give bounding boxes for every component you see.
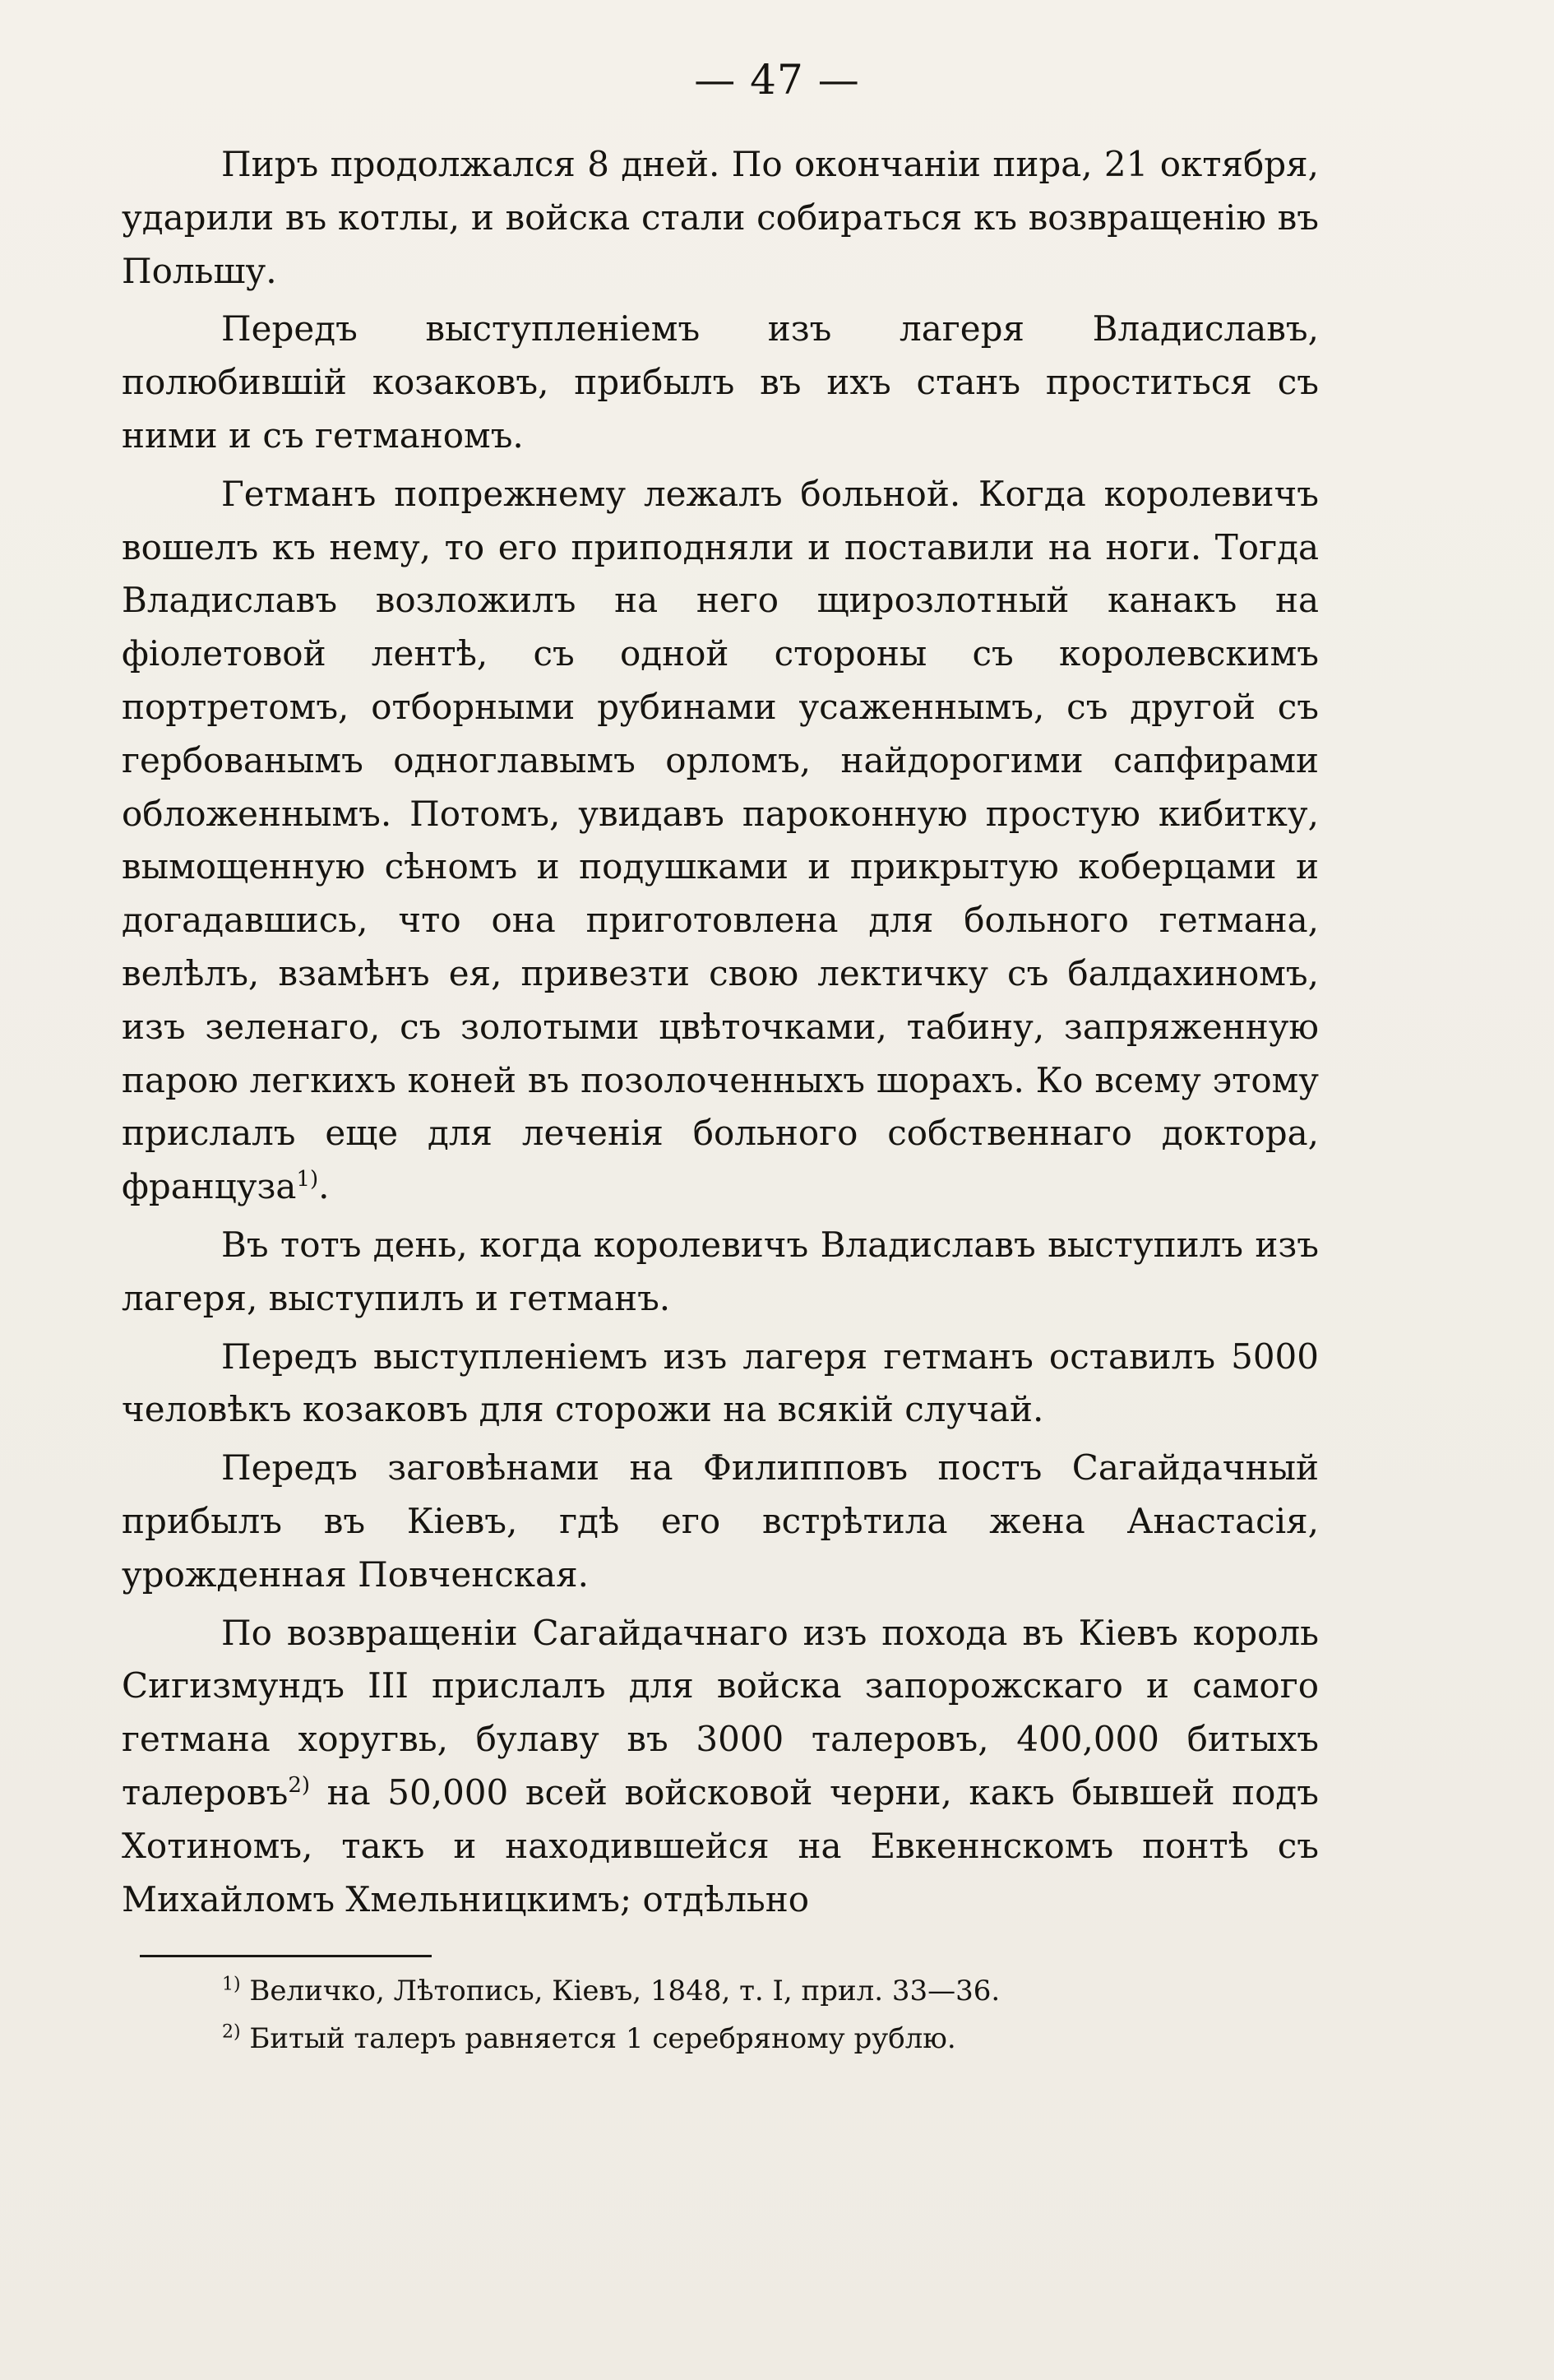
paragraph-text: Передъ заговѣнами на Филипповъ постъ Сагайдачный прибылъ въ Кiевъ, гдѣ его встрѣтила жена Анастасiя, урожденная Повченская. <box>122 1447 1319 1595</box>
paragraph-text: Пиръ продолжался 8 дней. По окончанiи пира, 21 октября, ударили въ котлы, и войска стали собираться къ возвращенiю въ Польшу. <box>122 144 1319 291</box>
paragraph-text: Въ тотъ день, когда королевичъ Владиславъ выступилъ изъ лагеря, выступилъ и гетманъ. <box>122 1224 1319 1318</box>
footnote-1 <box>222 1967 1291 2015</box>
paragraph-text: Передъ выступленiемъ изъ лагеря Владиславъ, полюбившiй козаковъ, прибылъ въ ихъ станъ проститься съ ними и съ гетманомъ. <box>122 308 1319 456</box>
page-number: — 47 — <box>694 56 860 104</box>
paragraph-3: Гетманъ попрежнему лежалъ больной. Когда королевичъ вошелъ къ нему, то его приподняли и поставили на ноги. Тогда Владиславъ возложилъ на него щирозлотный канакъ на фiолетовой лентѣ, съ одной стороны съ королевскимъ портретомъ, отборными рубинами усаженнымъ, съ другой съ гербованымъ одноглавымъ орломъ, найдорогими сапфирами обложеннымъ. Потомъ, увидавъ пароконную простую кибитку, вымощенную сѣномъ и подушками и прикрытую коберцами и догадавшись, что она приготовлена для больного гетмана, велѣлъ, взамѣнъ ея, привезти свою лектичку съ балдахиномъ, изъ зеленаго, съ золотыми цвѣточками, табину, запряженную парою легкихъ коней въ позолоченныхъ шорахъ. Ко всему этому прислалъ еще для леченiя больного собственнаго доктора, француза$^{1)}$. <box>122 473 1319 1207</box>
paragraph-4 <box>122 1219 1319 1326</box>
paragraph-text: По возвращенiи Сагайдачнаго изъ похода въ Кiевъ король Сигизмундъ III прислалъ для войска запорожскаго и самого гетмана хоругвь, булаву въ 3000 талеровъ, 400,000 битыхъ талеровъ <box>122 1612 1319 1813</box>
paragraph-text: Передъ выступленiемъ изъ лагеря гетманъ оставилъ 5000 человѣкъ козаковъ для сторожи на всякiй случай. <box>122 1336 1319 1430</box>
footnote-marker: 2) <box>222 2021 241 2043</box>
paragraph-text: Гетманъ попрежнему лежалъ больной. Когда королевичъ вошелъ къ нему, то его приподняли и поставили на ноги. Тогда Владиславъ возложилъ на него щирозлотный канакъ на фiолетовой лентѣ, съ одной стороны съ королевскимъ портретомъ, отборными рубинами усаженнымъ, съ другой съ гербованымъ одноглавымъ орломъ, найдорогими сапфирами обложеннымъ. Потомъ, увидавъ пароконную простую кибитку, вымощенную сѣномъ и подушками и прикрытую коберцами и догадавшись, что она приготовлена для больного гетмана, велѣлъ, взамѣнъ ея, привезти свою лектичку съ балдахиномъ, изъ зеленаго, съ золотыми цвѣточками, табину, запряженную парою легкихъ коней въ позолоченныхъ шорахъ. Ко всему этому прислалъ еще для леченiя больного собственнаго доктора, француза <box>122 473 1319 1207</box>
paragraph-1 <box>122 138 1319 298</box>
paragraph-5 <box>122 1331 1319 1438</box>
footnote-2 <box>222 2015 1291 2063</box>
paragraph-text: на 50,000 всей войсковой черни, какъ бывшей подъ Хотиномъ, такъ и находившейся на Евкеннскомъ понтѣ съ Михайломъ Хмельницкимъ; отдѣльно <box>122 1771 1319 1919</box>
footnote-ref-1: 1) <box>296 1167 319 1192</box>
paragraph-7 <box>122 1607 1319 1927</box>
footnote-ref-2: 2) <box>288 1772 311 1798</box>
main-text <box>122 138 1319 1931</box>
paragraph-6 <box>122 1442 1319 1601</box>
footnotes <box>222 1967 1291 2063</box>
footnote-text: Битый талеръ равняется 1 серебряному рублю. <box>240 2022 956 2055</box>
footnote-text: Величко, Лѣтопись, Кiевъ, 1848, т. I, прил. 33—36. <box>240 1975 1001 2007</box>
paragraph-2 <box>122 303 1319 462</box>
footnote-marker: 1) <box>222 1974 241 1995</box>
footnote-divider <box>140 1955 432 1957</box>
